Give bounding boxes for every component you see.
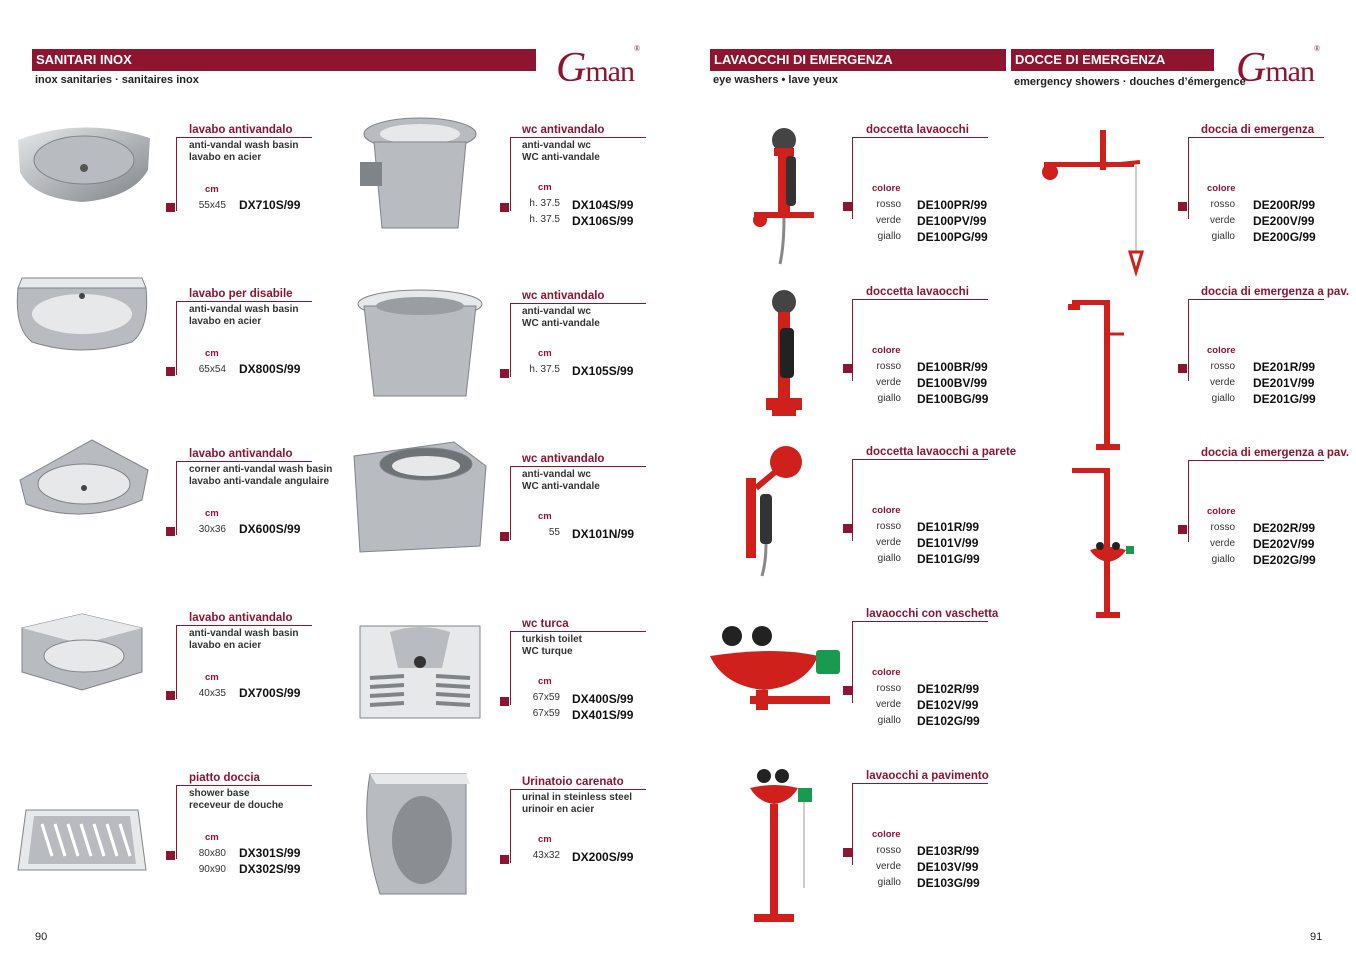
shower-code-0-1: DE200V/99 (1253, 214, 1315, 228)
left-code-4-0: DX301S/99 (239, 846, 301, 860)
shower-title-text: DOCCE DI EMERGENZA (1015, 52, 1166, 67)
eye-product-title-1: doccetta lavaocchi (866, 286, 969, 298)
eye-bullet-4 (843, 848, 852, 857)
showers-subtitle: emergency showers · douches d’émergence (1014, 76, 1246, 88)
goman-logo-right (1236, 44, 1319, 92)
mid-bracket-line-0 (510, 137, 511, 211)
eye-color-0-1: verde (875, 215, 901, 226)
shower-bullet-0 (1178, 202, 1187, 211)
eye-bracket-line-4 (852, 783, 853, 865)
left-section-subtitle: inox sanitaries · sanitaires inox (35, 74, 199, 86)
left-dim-4-1: 90x90 (198, 864, 226, 875)
left-title-underline-1 (176, 301, 312, 302)
eye-title-text: LAVAOCCHI DI EMERGENZA (714, 52, 893, 67)
shower-color-0-0: rosso (1210, 199, 1235, 210)
left-product-image-0 (12, 110, 152, 222)
eye-color-3-0: rosso (876, 683, 901, 694)
eye-code-3-1: DE102V/99 (917, 698, 979, 712)
mid-cm-label-0: cm (538, 182, 552, 193)
eye-product-image-2 (736, 438, 876, 550)
shower-bracket-line-1 (1188, 299, 1189, 381)
mid-cm-label-1: cm (538, 348, 552, 359)
eye-code-1-1: DE100BV/99 (917, 376, 988, 390)
mid-bracket-line-4 (510, 789, 511, 863)
eye-code-1-2: DE100BG/99 (917, 392, 989, 406)
eye-code-4-1: DE103V/99 (917, 860, 979, 874)
eye-code-0-2: DE100PG/99 (917, 230, 988, 244)
shower-code-2-2: DE202G/99 (1253, 553, 1316, 567)
mid-bracket-line-2 (510, 466, 511, 540)
left-product-image-4 (12, 790, 152, 902)
shower-code-2-0: DE202R/99 (1253, 521, 1316, 535)
mid-dim-2-0: 55 (548, 527, 560, 538)
logo-g: G (1236, 45, 1266, 91)
left-title-underline-4 (176, 785, 312, 786)
eye-code-1-0: DE100BR/99 (917, 360, 988, 374)
left-product-desc-3-1: lavabo en acier (189, 640, 262, 651)
shower-product-image-1 (1064, 294, 1204, 406)
shower-color-1-0: rosso (1210, 361, 1235, 372)
left-dim-1-0: 65x54 (198, 364, 226, 375)
shower-colore-label-1: colore (1207, 345, 1236, 356)
shower-color-1-1: verde (1209, 377, 1235, 388)
mid-product-desc-1-0: anti-vandal wc (522, 306, 591, 317)
mid-title-underline-0 (510, 137, 646, 138)
showers-section-title (1011, 49, 1214, 71)
shower-code-1-2: DE201G/99 (1253, 392, 1316, 406)
mid-title-underline-1 (510, 303, 646, 304)
mid-product-image-4 (350, 770, 490, 882)
page-number-left: 90 (35, 931, 48, 943)
mid-code-3-0: DX400S/99 (572, 692, 634, 706)
shower-code-0-0: DE200R/99 (1253, 198, 1316, 212)
mid-product-desc-2-0: anti-vandal wc (522, 469, 591, 480)
left-dim-2-0: 30x36 (198, 524, 226, 535)
eye-color-1-0: rosso (876, 361, 901, 372)
eye-product-title-4: lavaocchi a pavimento (866, 770, 989, 782)
left-product-desc-2-1: lavabo anti-vandale angulaire (189, 476, 330, 487)
eye-code-2-2: DE101G/99 (917, 552, 980, 566)
mid-title-underline-3 (510, 631, 646, 632)
left-cm-label-1: cm (205, 348, 219, 359)
eye-code-2-1: DE101V/99 (917, 536, 979, 550)
mid-product-title-2: wc antivandalo (522, 453, 605, 465)
eye-code-0-1: DE100PV/99 (917, 214, 987, 228)
eye-bullet-3 (843, 686, 852, 695)
left-bullet-3 (166, 691, 175, 700)
eye-colore-label-1: colore (872, 345, 901, 356)
eye-color-2-1: verde (875, 537, 901, 548)
shower-bracket-line-2 (1188, 460, 1189, 542)
left-code-1-0: DX800S/99 (239, 362, 301, 376)
mid-product-title-4: Urinatoio carenato (522, 776, 624, 788)
left-section-title (32, 49, 536, 71)
shower-product-title-1: doccia di emergenza a pav. (1201, 286, 1350, 298)
mid-cm-label-4: cm (538, 834, 552, 845)
shower-title-underline-0 (1188, 137, 1324, 138)
eye-color-0-2: giallo (877, 231, 901, 242)
left-cm-label-0: cm (205, 184, 219, 195)
left-code-4-1: DX302S/99 (239, 862, 301, 876)
eye-bullet-2 (843, 524, 852, 533)
mid-product-title-3: wc turca (522, 618, 569, 630)
eye-product-image-3 (706, 620, 846, 732)
left-dim-4-0: 80x80 (198, 848, 226, 859)
eye-product-title-0: doccetta lavaocchi (866, 124, 969, 136)
shower-color-0-1: verde (1209, 215, 1235, 226)
shower-product-title-0: doccia di emergenza (1201, 124, 1315, 136)
left-title-underline-2 (176, 461, 312, 462)
shower-code-0-2: DE200G/99 (1253, 230, 1316, 244)
shower-colore-label-0: colore (1207, 183, 1236, 194)
eye-washers-section-title (710, 49, 1006, 71)
left-product-desc-1-0: anti-vandal wash basin (189, 304, 299, 315)
mid-title-underline-2 (510, 466, 646, 467)
left-product-title-1: lavabo per disabile (189, 288, 293, 300)
mid-dim-0-0: h. 37.5 (529, 198, 560, 209)
left-code-3-0: DX700S/99 (239, 686, 301, 700)
left-product-desc-0-1: lavabo en acier (189, 152, 262, 163)
left-bracket-line-1 (176, 301, 177, 375)
mid-bullet-3 (500, 697, 509, 706)
left-bullet-0 (166, 203, 175, 212)
mid-product-desc-0-0: anti-vandal wc (522, 140, 591, 151)
eye-product-title-3: lavaocchi con vaschetta (866, 608, 999, 620)
left-product-desc-2-0: corner anti-vandal wash basin (189, 464, 333, 475)
eye-washers-subtitle: eye washers • lave yeux (713, 74, 838, 86)
mid-code-3-1: DX401S/99 (572, 708, 634, 722)
mid-bullet-2 (500, 532, 509, 541)
mid-code-2-0: DX101N/99 (572, 527, 635, 541)
left-product-title-0: lavabo antivandalo (189, 124, 293, 136)
left-cm-label-4: cm (205, 832, 219, 843)
left-cm-label-2: cm (205, 508, 219, 519)
left-product-title-2: lavabo antivandalo (189, 448, 293, 460)
left-product-title-4: piatto doccia (189, 772, 260, 784)
mid-product-desc-0-1: WC anti-vandale (522, 152, 600, 163)
eye-color-2-2: giallo (877, 553, 901, 564)
shower-title-underline-1 (1188, 299, 1324, 300)
mid-product-title-0: wc antivandalo (522, 124, 605, 136)
mid-product-image-0 (350, 112, 490, 224)
eye-color-4-1: verde (875, 861, 901, 872)
shower-title-underline-2 (1188, 460, 1324, 461)
eye-bracket-line-0 (852, 137, 853, 219)
mid-product-desc-4-1: urinoir en acier (522, 804, 595, 815)
eye-product-image-4 (730, 768, 870, 880)
mid-product-image-3 (350, 618, 490, 730)
left-product-desc-3-0: anti-vandal wash basin (189, 628, 299, 639)
left-bullet-4 (166, 851, 175, 860)
left-bracket-line-0 (176, 137, 177, 211)
shower-product-image-2 (1064, 462, 1204, 574)
left-dim-0-0: 55x45 (198, 200, 226, 211)
eye-code-0-0: DE100PR/99 (917, 198, 988, 212)
eye-title-underline-0 (852, 137, 988, 138)
mid-dim-1-0: h. 37.5 (529, 364, 560, 375)
shower-color-2-0: rosso (1210, 522, 1235, 533)
logo-text: man (585, 55, 634, 88)
eye-code-3-0: DE102R/99 (917, 682, 980, 696)
left-product-desc-1-1: lavabo en acier (189, 316, 262, 327)
eye-code-2-0: DE101R/99 (917, 520, 980, 534)
eye-colore-label-0: colore (872, 183, 901, 194)
mid-cm-label-2: cm (538, 511, 552, 522)
mid-product-image-1 (350, 284, 490, 396)
mid-dim-4-0: 43x32 (532, 850, 560, 861)
eye-code-4-2: DE103G/99 (917, 876, 980, 890)
left-bracket-line-3 (176, 625, 177, 699)
eye-color-1-1: verde (875, 377, 901, 388)
shower-code-2-1: DE202V/99 (1253, 537, 1315, 551)
eye-colore-label-4: colore (872, 829, 901, 840)
eye-color-4-0: rosso (876, 845, 901, 856)
eye-color-2-0: rosso (876, 521, 901, 532)
shower-product-image-0 (1040, 126, 1180, 238)
eye-code-4-0: DE103R/99 (917, 844, 980, 858)
mid-bullet-4 (500, 855, 509, 864)
left-bracket-line-2 (176, 461, 177, 535)
logo-text: man (1265, 55, 1314, 88)
mid-dim-3-0: 67x59 (532, 692, 560, 703)
mid-code-0-1: DX106S/99 (572, 214, 634, 228)
mid-product-desc-2-1: WC anti-vandale (522, 481, 600, 492)
shower-colore-label-2: colore (1207, 506, 1236, 517)
logo-reg: ® (634, 44, 640, 53)
mid-dim-3-1: 67x59 (532, 708, 560, 719)
mid-bullet-0 (500, 203, 509, 212)
page-number-right: 91 (1310, 931, 1323, 943)
mid-product-desc-1-1: WC anti-vandale (522, 318, 600, 329)
left-product-desc-4-0: shower base (189, 788, 250, 799)
left-title-text: SANITARI INOX (36, 52, 132, 67)
mid-product-image-2 (350, 436, 490, 548)
eye-title-underline-4 (852, 783, 988, 784)
eye-bullet-0 (843, 202, 852, 211)
left-product-image-3 (12, 598, 152, 710)
left-product-image-1 (12, 268, 152, 380)
left-bracket-line-4 (176, 785, 177, 859)
mid-bracket-line-1 (510, 303, 511, 377)
eye-color-3-2: giallo (877, 715, 901, 726)
goman-logo-left (556, 44, 639, 92)
left-product-desc-4-1: receveur de douche (189, 800, 284, 811)
shower-code-1-0: DE201R/99 (1253, 360, 1316, 374)
eye-color-1-2: giallo (877, 393, 901, 404)
eye-colore-label-3: colore (872, 667, 901, 678)
mid-bullet-1 (500, 369, 509, 378)
eye-code-3-2: DE102G/99 (917, 714, 980, 728)
shower-color-2-2: giallo (1211, 554, 1235, 565)
shower-code-1-1: DE201V/99 (1253, 376, 1315, 390)
eye-color-3-1: verde (875, 699, 901, 710)
shower-color-1-2: giallo (1211, 393, 1235, 404)
eye-colore-label-2: colore (872, 505, 901, 516)
shower-color-2-1: verde (1209, 538, 1235, 549)
shower-bullet-2 (1178, 525, 1187, 534)
eye-color-4-2: giallo (877, 877, 901, 888)
eye-title-underline-1 (852, 299, 988, 300)
shower-bullet-1 (1178, 364, 1187, 373)
left-dim-3-0: 40x35 (198, 688, 226, 699)
eye-color-0-0: rosso (876, 199, 901, 210)
mid-cm-label-3: cm (538, 676, 552, 687)
eye-bracket-line-2 (852, 459, 853, 541)
eye-title-underline-3 (852, 621, 988, 622)
mid-product-desc-3-1: WC turque (522, 646, 573, 657)
logo-reg: ® (1314, 44, 1320, 53)
mid-product-desc-3-0: turkish toilet (522, 634, 583, 645)
eye-bracket-line-1 (852, 299, 853, 381)
mid-title-underline-4 (510, 789, 646, 790)
shower-bracket-line-0 (1188, 137, 1189, 219)
mid-code-4-0: DX200S/99 (572, 850, 634, 864)
eye-title-underline-2 (852, 459, 988, 460)
eye-bracket-line-3 (852, 621, 853, 703)
left-product-title-3: lavabo antivandalo (189, 612, 293, 624)
mid-product-desc-4-0: urinal in steinless steel (522, 792, 633, 803)
mid-code-0-0: DX104S/99 (572, 198, 634, 212)
eye-bullet-1 (843, 364, 852, 373)
mid-product-title-1: wc antivandalo (522, 290, 605, 302)
left-code-0-0: DX710S/99 (239, 198, 301, 212)
mid-code-1-0: DX105S/99 (572, 364, 634, 378)
left-cm-label-3: cm (205, 672, 219, 683)
left-title-underline-3 (176, 625, 312, 626)
left-bullet-1 (166, 367, 175, 376)
left-product-desc-0-0: anti-vandal wash basin (189, 140, 299, 151)
eye-product-title-2: doccetta lavaocchi a parete (866, 446, 1017, 458)
shower-color-0-2: giallo (1211, 231, 1235, 242)
logo-g: G (556, 45, 586, 91)
shower-product-title-2: doccia di emergenza a pav. (1201, 447, 1350, 459)
left-title-underline-0 (176, 137, 312, 138)
left-product-image-2 (12, 430, 152, 542)
mid-dim-0-1: h. 37.5 (529, 214, 560, 225)
left-bullet-2 (166, 527, 175, 536)
mid-bracket-line-3 (510, 631, 511, 705)
left-code-2-0: DX600S/99 (239, 522, 301, 536)
